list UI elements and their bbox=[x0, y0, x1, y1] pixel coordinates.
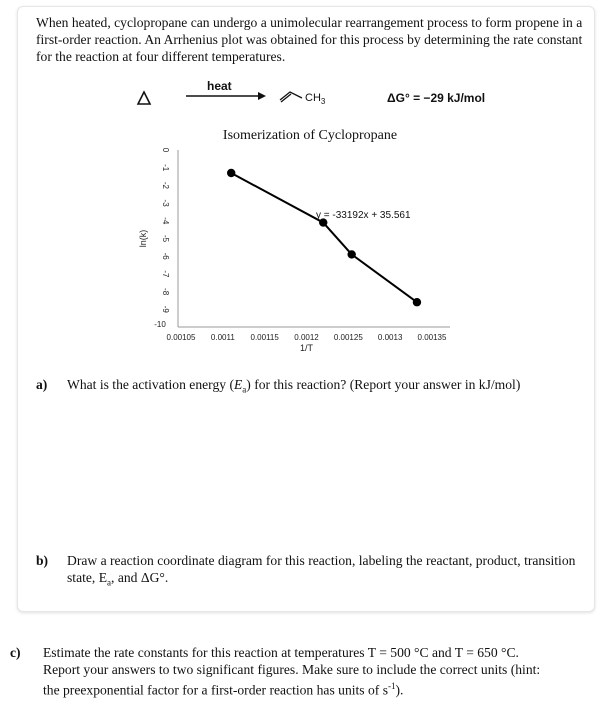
data-point bbox=[227, 169, 235, 177]
y-axis-label: ln(k) bbox=[138, 229, 148, 248]
series-line bbox=[231, 173, 417, 302]
arrhenius-chart bbox=[130, 140, 480, 360]
question-b-label: b) bbox=[36, 553, 49, 568]
y-tick-label: -5 bbox=[161, 234, 170, 243]
x-tick-label: 0.0012 bbox=[294, 333, 319, 342]
intro-text: When heated, cyclopropane can undergo a unimolecular rearrangement process to form propene in a first-order reaction. An Arrhenius plot was obtained for this process by determining the rate constant for the reaction at four different temperatures. bbox=[36, 15, 583, 64]
arrowhead bbox=[258, 92, 266, 100]
cyclopropane-structure bbox=[138, 92, 150, 104]
trendline-equation: y = -33192x + 35.561 bbox=[316, 210, 411, 221]
x-tick-label: 0.0011 bbox=[210, 333, 235, 342]
product-label: $CH_3$ bbox=[305, 92, 326, 107]
question-b-text: Draw a reaction coordinate diagram for this reaction, labeling the reactant, product, transition state, $E_a$, and ΔG°. bbox=[67, 553, 576, 588]
propene-structure bbox=[280, 92, 302, 100]
y-tick-label: -2 bbox=[161, 181, 170, 189]
y-tick-label: -9 bbox=[161, 305, 170, 313]
question-c bbox=[10, 644, 590, 704]
y-tick-label: -8 bbox=[161, 288, 170, 296]
x-tick-label: 0.00105 bbox=[166, 333, 196, 342]
delta-g-label: ΔG° = −29 kJ/mol bbox=[387, 91, 486, 105]
arrow-label: heat bbox=[207, 79, 232, 93]
data-point bbox=[413, 298, 421, 306]
y-tick-label: -10 bbox=[154, 320, 166, 329]
x-tick-label: 0.00135 bbox=[417, 333, 447, 342]
question-a bbox=[36, 376, 576, 396]
y-tick-label: -3 bbox=[161, 199, 170, 207]
x-tick-label: 0.0013 bbox=[377, 333, 403, 342]
y-tick-label: -1 bbox=[161, 164, 170, 172]
x-tick-label: 0.00115 bbox=[250, 333, 279, 342]
y-tick-label: 0 bbox=[161, 147, 170, 153]
question-c-panel bbox=[0, 626, 602, 720]
question-c-label: c) bbox=[10, 645, 21, 660]
chart-title: Isomerization of Cyclopropane bbox=[222, 128, 398, 143]
x-tick-label: 0.00125 bbox=[333, 333, 363, 342]
question-b bbox=[36, 552, 586, 592]
y-tick-label: -7 bbox=[161, 270, 170, 278]
question-a-text: What is the activation energy $(E_a)$ for this reaction? (Report your answer in kJ/mol) bbox=[67, 377, 521, 395]
question-c-text: Estimate the rate constants for this reaction at temperatures T = 500 °C and T = 650 °C. Report your answers to two significant figures. Make sure to include the correct units (hint: the preexponential factor for a first-order reaction has units of $s^{-1}$). bbox=[43, 645, 541, 698]
question-a-label: a) bbox=[36, 377, 48, 392]
y-tick-label: -4 bbox=[161, 217, 170, 225]
x-axis-label: 1/T bbox=[299, 343, 314, 353]
y-tick-label: -6 bbox=[161, 252, 170, 260]
data-point bbox=[347, 250, 355, 258]
